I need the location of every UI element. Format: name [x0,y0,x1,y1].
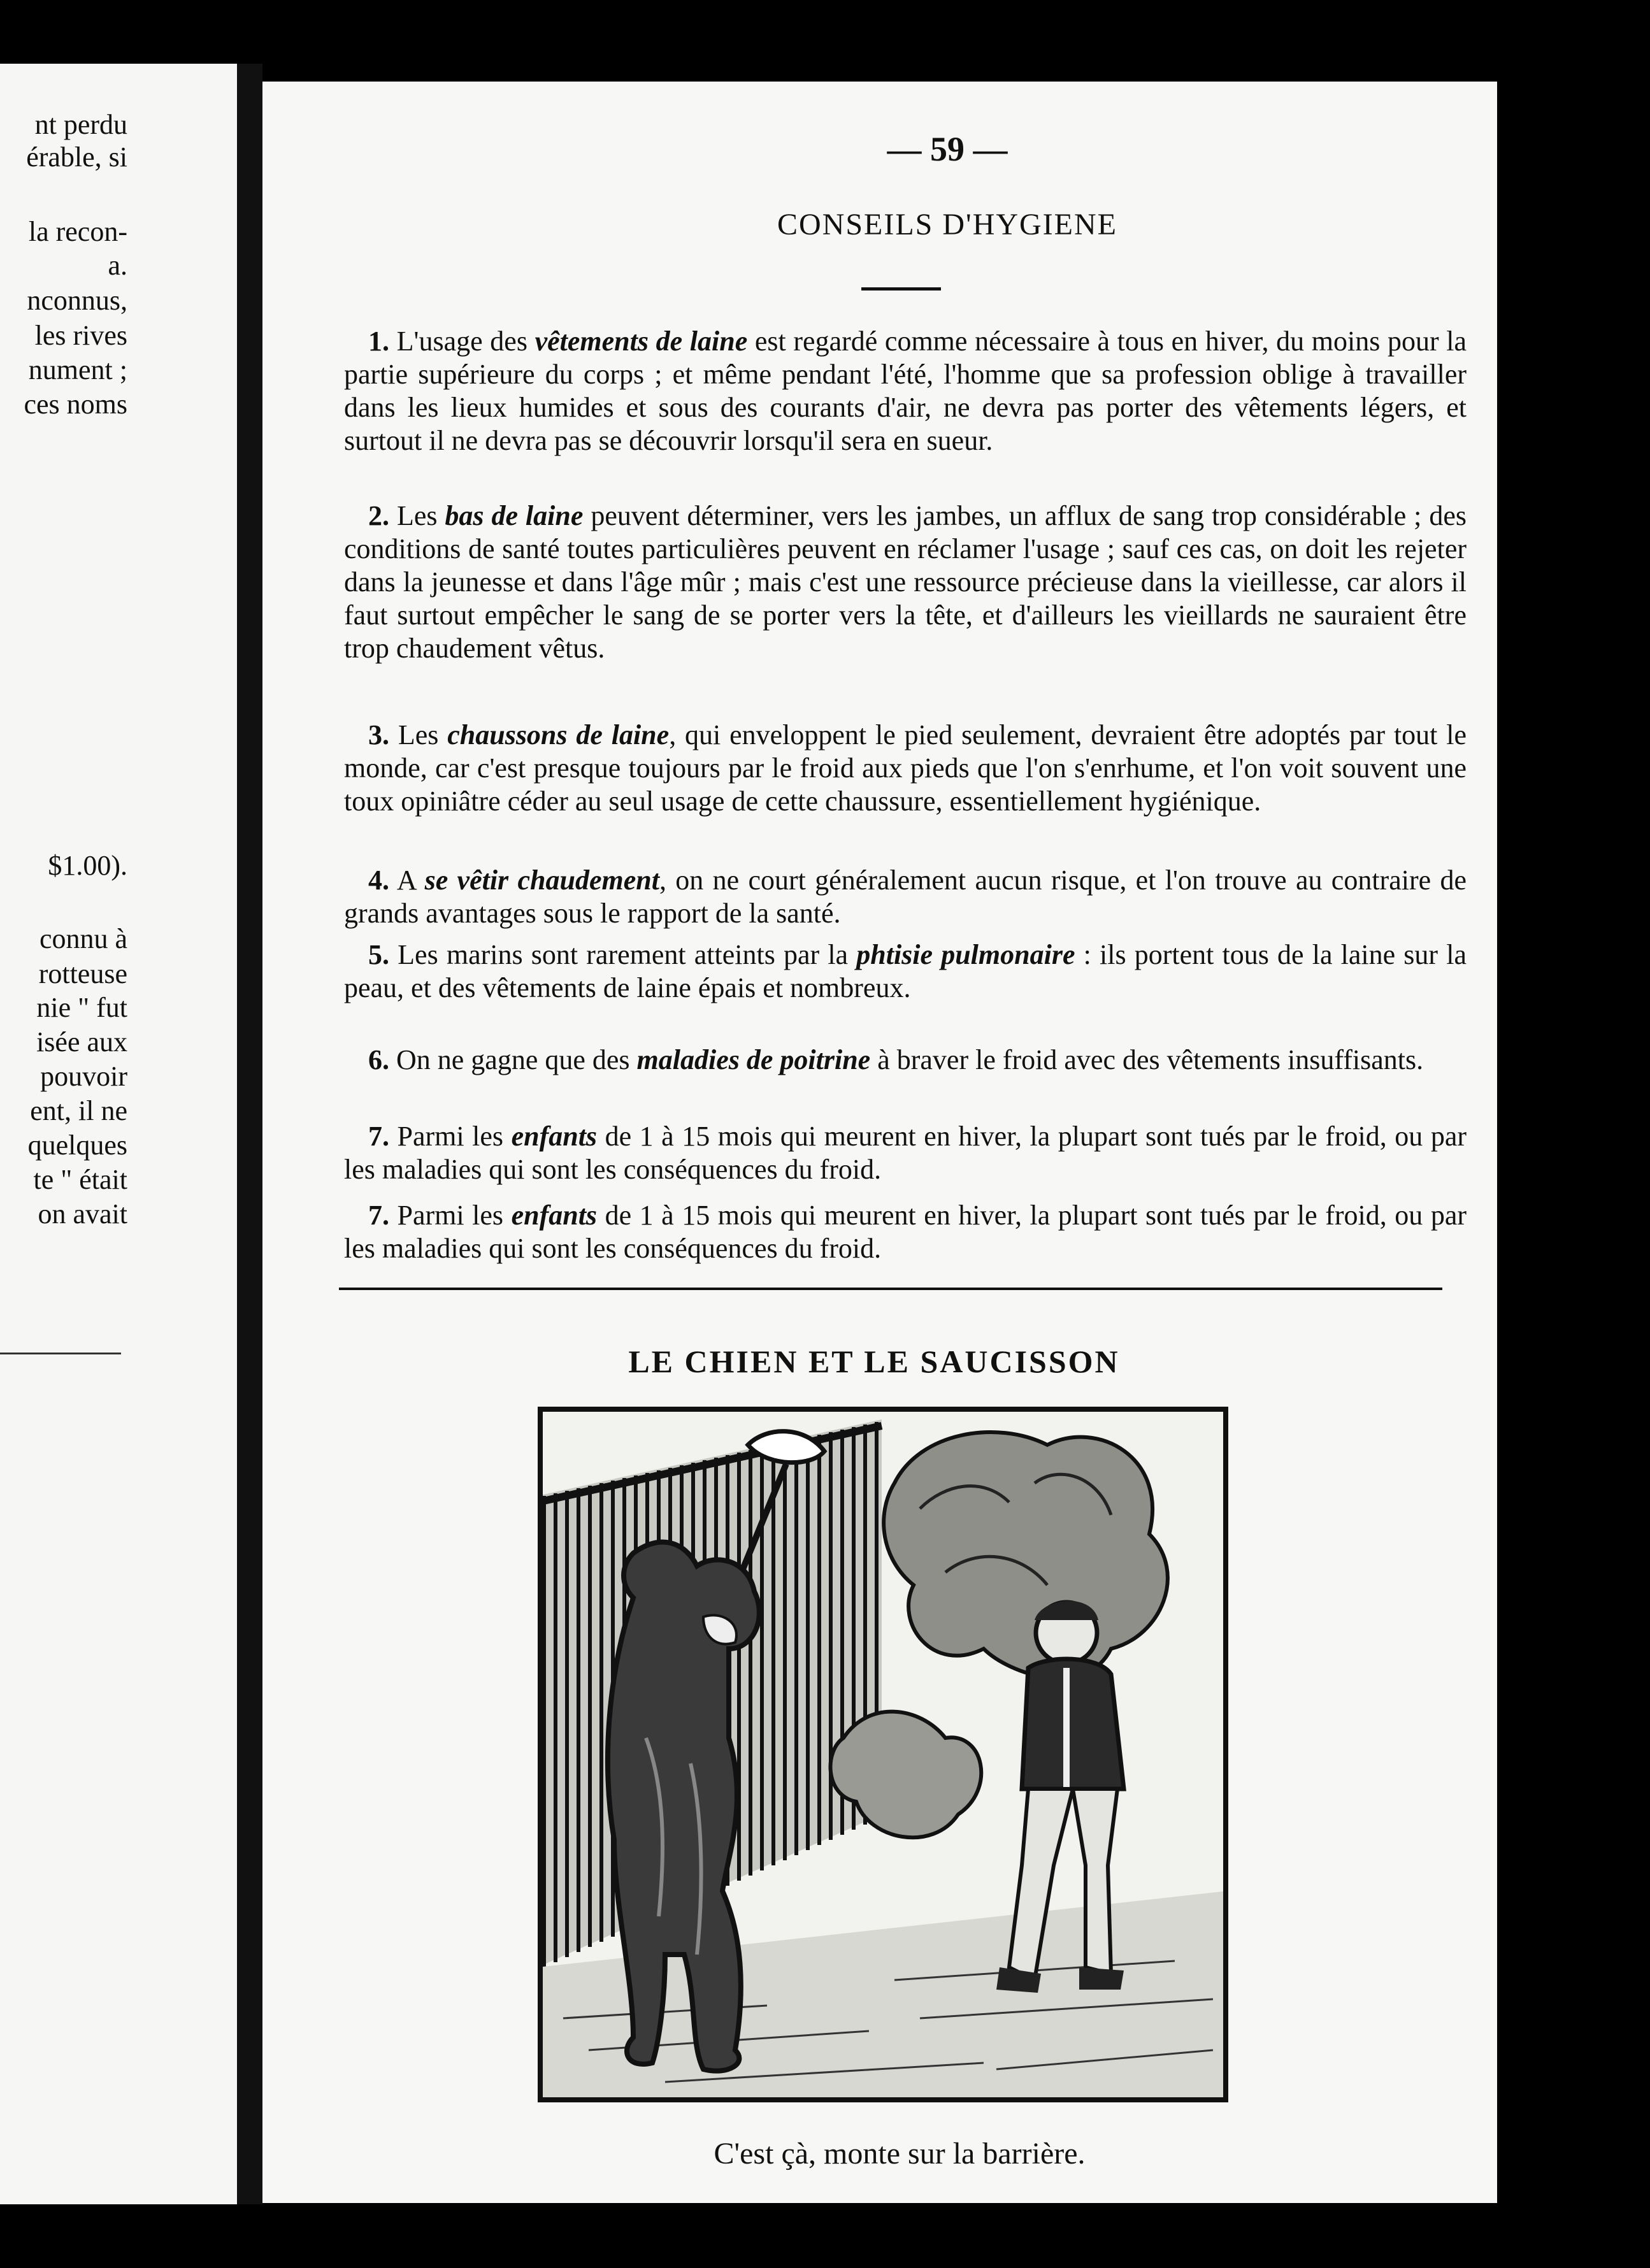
left-page-text-fragment: érable, si [26,141,127,173]
advice-text: à braver le froid avec des vêtements insuffisants. [870,1044,1424,1075]
advice-emphasis: vêtements de laine [534,326,748,357]
section-separator [339,1288,1442,1290]
advice-number: 7. [368,1121,389,1152]
advice-emphasis: phtisie pulmonaire [856,939,1075,970]
page-number: — 59 — [887,130,1008,168]
left-page-text-fragment: $1.00). [48,850,127,881]
left-page-text-fragment: ent, il ne [30,1095,127,1126]
advice-text: Les [398,719,448,750]
advice-emphasis: bas de laine [445,500,584,531]
advice-paragraph [344,719,1467,818]
left-page-text-fragment: a. [108,250,127,281]
left-page-text-fragment: te " était [33,1164,127,1195]
advice-emphasis: enfants [511,1200,598,1231]
left-page-text-fragment: nument ; [28,354,127,385]
left-page-text-fragment: isée aux [36,1026,127,1058]
left-page-text-fragment: quelques [27,1130,127,1161]
book-page [262,82,1497,2203]
title-rule [861,287,941,291]
advice-paragraph [344,1120,1467,1186]
left-page-text-fragment: on avait [38,1198,127,1230]
woodcut-illustration [538,1407,1228,2102]
advice-paragraph [344,499,1467,665]
advice-number: 1. [368,326,389,357]
advice-text: Les [396,500,445,531]
advice-text: A [396,865,425,896]
left-page-text-fragment: nconnus, [27,285,127,316]
left-page-text-fragment: les rives [34,320,127,351]
left-page-text-fragment: nie " fut [36,992,127,1023]
advice-paragraph [344,325,1467,457]
advice-emphasis: maladies de poitrine [636,1044,871,1075]
left-page-text-fragment: rotteuse [38,958,127,989]
left-page-fragment [0,64,237,2204]
advice-number: 5. [368,939,389,970]
advice-number: 2. [368,500,389,531]
advice-text: : ils portent tous de la laine sur la peau, et des vêtements de laine épais et nombreux. [344,939,1467,1003]
story-title: LE CHIEN ET LE SAUCISSON [628,1344,1120,1379]
advice-text: L'usage des [396,326,535,357]
advice-paragraph [344,1199,1467,1265]
advice-paragraph [344,938,1467,1005]
advice-emphasis: se vêtir chaudement [424,865,659,896]
left-page-text-fragment: ces noms [24,389,127,420]
advice-text: Parmi les [397,1200,512,1231]
advice-number: 7. [368,1200,398,1231]
advice-paragraph [344,864,1467,930]
left-page-rule [0,1353,121,1354]
left-page-text-fragment: connu à [39,923,127,954]
advice-paragraph [344,1044,1467,1077]
advice-text: Les marins sont rarement atteints par la [398,939,857,970]
left-page-text-fragment: la recon- [28,216,127,247]
left-page-text-fragment: pouvoir [40,1061,127,1092]
advice-text: de 1 à 15 mois qui meurent en hiver, la plupart sont tués par le froid, ou par les maladies qui sont les conséquences du froid. [344,1121,1467,1185]
advice-text: est regardé comme nécessaire à tous en hiver, du moins pour la partie supérieure du corps ; et même pendant l'été, l'homme que sa profession oblige à travailler dans les lieux humides et sous des courants d'air, ne devra pas porter des vêtements légers, et surtout il ne devra pas se découvrir lorsqu'il sera en sueur. [344,326,1467,456]
advice-text: , qui enveloppent le pied seulement, devraient être adoptés par tout le monde, car c'est presque toujours par le froid aux pieds que l'on s'enrhume, et l'on voit souvent une toux opiniâtre céder au seul usage de cette chaussure, essentiellement hygiénique. [344,719,1467,817]
left-page-text-fragment: nt perdu [34,109,127,140]
book-gutter [237,64,262,2204]
advice-text: peuvent déterminer, vers les jambes, un afflux de sang trop considérable ; des conditions de santé toutes particulières peuvent en réclamer l'usage ; sauf ces cas, on doit les rejeter dans la jeunesse et dans l'âge mûr ; mais c'est une ressource précieuse dans la vieillesse, car alors il faut surtout empêcher le sang de se porter vers la tête, et d'ailleurs les vieillards ne sauraient être trop chaudement vêtus. [344,500,1467,664]
advice-number: 4. [368,865,389,896]
advice-number: 6. [368,1044,389,1075]
advice-number: 3. [368,719,389,750]
advice-emphasis: enfants [511,1121,598,1152]
advice-emphasis: chaussons de laine [447,719,670,750]
advice-text: de 1 à 15 mois qui meurent en hiver, la plupart sont tués par le froid, ou par les maladies qui sont les conséquences du froid. [344,1200,1467,1264]
advice-text: Parmi les [397,1121,512,1152]
illustration-caption: C'est çà, monte sur la barrière. [714,2137,1086,2171]
section-title: CONSEILS D'HYGIENE [777,208,1117,241]
advice-text: On ne gagne que des [396,1044,637,1075]
advice-text: , on ne court généralement aucun risque, et l'on trouve au contraire de grands avantages sous le rapport de la santé. [344,865,1467,929]
